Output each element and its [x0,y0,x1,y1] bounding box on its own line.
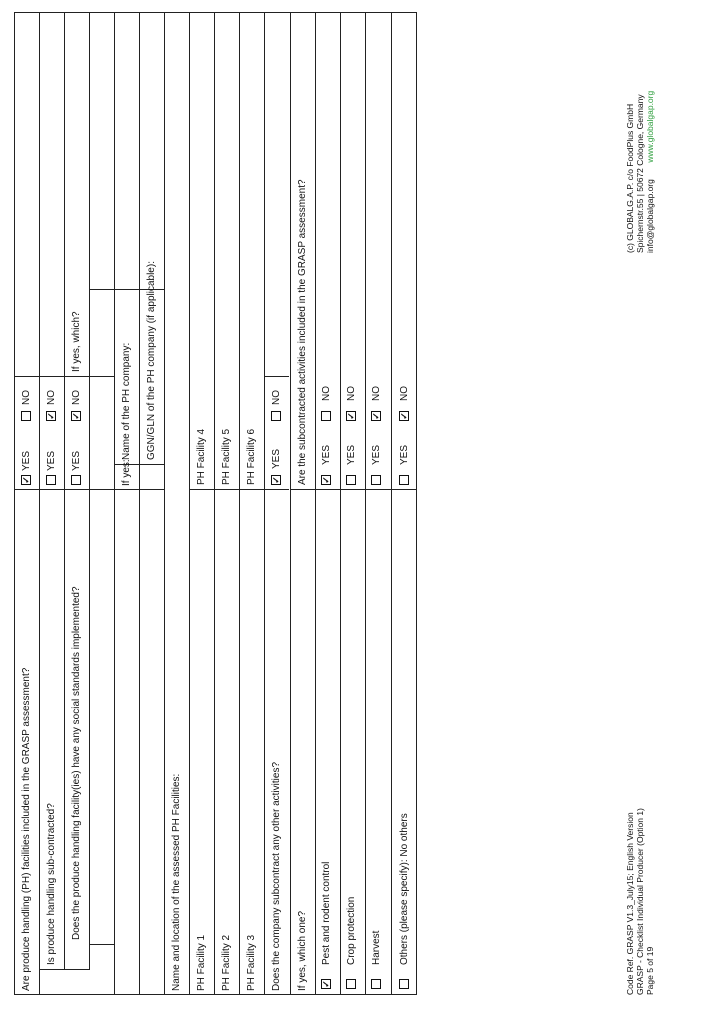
producer-checklist-table [14,12,392,995]
activity-harvest-no-label: NO [371,386,382,401]
q2-no-label: NO [46,390,57,405]
q2-text: Is produce handling sub-contracted? [46,803,57,965]
activity-harvest-yes-label: YES [371,444,382,465]
q4-yes-checkbox[interactable]: ✓ [271,476,281,484]
q1-no-checkbox[interactable] [21,411,31,421]
activity-crop-checkbox[interactable] [346,979,356,989]
footer-page-number: Page 5 of 19 [645,946,655,995]
q3-no-label: NO [71,390,82,405]
q3-yes-checkbox[interactable] [71,475,81,485]
activity-harvest-yes-checkbox[interactable] [371,475,381,485]
q4-yes-label: YES [271,448,282,469]
footer-code-ref: Code Ref. GRASP V1.3_July15; English Version [625,812,635,995]
footer-email[interactable]: info@globalgap.org [645,179,655,253]
q1-yes-checkbox[interactable]: ✓ [21,476,31,484]
activity-others-no-checkbox[interactable]: ✓ [399,412,409,420]
activity-others-yes-label: YES [399,444,410,465]
footer-website-link[interactable]: www.globalgap.org [645,90,655,163]
facilities-heading: Name and location of the assessed PH Facilities: [171,773,182,991]
activity-pest-yes-checkbox[interactable]: ✓ [321,476,331,484]
activity-pest-label: Pest and rodent control [321,861,332,965]
activity-crop-no-checkbox[interactable]: ✓ [346,412,356,420]
q2-yes-checkbox[interactable] [46,475,56,485]
activity-others-yes-checkbox[interactable] [399,475,409,485]
activity-crop-label: Crop protection [346,896,357,965]
activity-pest-no-label: NO [321,386,332,401]
q3-yes-label: YES [71,450,82,471]
activity-pest-no-checkbox[interactable] [321,411,331,421]
facility-2-label: PH Facility 2 [221,934,232,991]
activity-crop-no-label: NO [346,386,357,401]
activity-harvest-checkbox[interactable] [371,979,381,989]
activity-harvest-label: Harvest [371,930,382,965]
activity-crop-yes-checkbox[interactable] [346,475,356,485]
q1-yes-label: YES [21,450,32,471]
activity-harvest-no-checkbox[interactable]: ✓ [371,412,381,420]
q3-no-checkbox[interactable]: ✓ [71,412,81,420]
activity-others-label: Others (please specify): No others [399,813,410,965]
q4-text: Does the company subcontract any other activities? [271,761,282,991]
activity-others-no-label: NO [399,386,410,401]
q5-text: If yes, which one? [297,910,308,991]
if-yes-label: If yes: [121,459,132,486]
footer-organization [625,91,655,253]
q1-text: Are produce handling (PH) facilities included in the GRASP assessment? [21,667,32,991]
q5-included-text: Are the subcontracted activities included in the GRASP assessment? [297,179,308,485]
facility-4-label: PH Facility 4 [196,428,207,485]
footer-address: Spichernstr.55 | 50672 Cologne, Germany [635,94,645,253]
ggn-label: GGN/GLN of the PH company (if applicable): [146,261,157,460]
q3-text: Does the produce handling facility(ies) have any social standards implemented? [71,586,82,940]
facility-5-label: PH Facility 5 [221,428,232,485]
company-name-label: Name of the PH company: [121,342,132,460]
q4-no-label: NO [271,390,282,405]
q3-which-label: If yes, which? [71,311,82,372]
facility-6-label: PH Facility 6 [246,428,257,485]
footer-document-info [625,808,655,995]
footer-org-name: (c) GLOBALG.A.P. c/o FoodPlus GmbH [625,103,635,253]
activity-pest-checkbox[interactable]: ✓ [321,980,331,988]
activity-others-checkbox[interactable] [399,979,409,989]
q4-no-checkbox[interactable] [271,411,281,421]
facility-1-label: PH Facility 1 [196,934,207,991]
q2-yes-label: YES [46,450,57,471]
footer-checklist-name: GRASP - Checklist Individual Producer (Option 1) [635,808,645,995]
activity-pest-yes-label: YES [321,444,332,465]
activity-crop-yes-label: YES [346,444,357,465]
facility-3-label: PH Facility 3 [246,934,257,991]
q1-no-label: NO [21,390,32,405]
q2-no-checkbox[interactable]: ✓ [46,412,56,420]
